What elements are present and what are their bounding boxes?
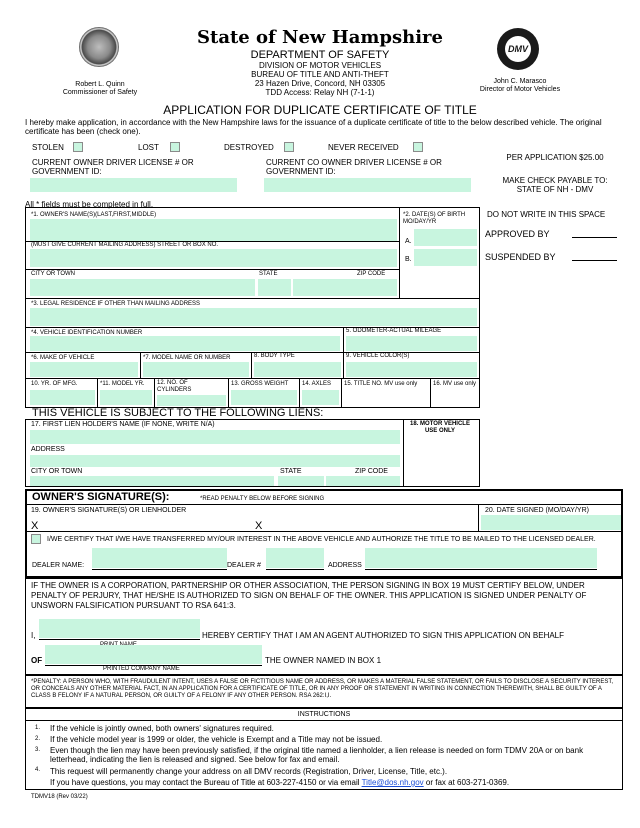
suspended-by-label: SUSPENDED BY	[485, 252, 556, 262]
dob-b-input[interactable]	[414, 249, 477, 266]
vin-input[interactable]	[30, 336, 340, 351]
required-note: All * fields must be completed in full.	[25, 200, 154, 209]
date-signed-input[interactable]	[481, 515, 621, 530]
mailing-label: (MUST GIVE CURRENT MAILING ADDRESS) STREET OR BOX NO.	[31, 242, 219, 248]
dealer-number-input[interactable]	[266, 548, 324, 568]
co-owner-dl-label: CURRENT CO OWNER DRIVER LICENSE # OR GOVERNMENT ID:	[266, 158, 442, 176]
field-6-label: *6. MAKE OF VEHICLE	[31, 355, 95, 361]
state-input[interactable]	[258, 279, 291, 296]
instruction-2-number: 2.	[35, 736, 41, 742]
never-received-checkbox[interactable]	[413, 142, 423, 152]
state-title: State of New Hampshire	[197, 27, 443, 48]
lien-city-input[interactable]	[30, 476, 274, 486]
company-name-input[interactable]	[45, 645, 262, 664]
instruction-3-text: Even though the lien may have been previously satisfied, if the original title named a lienholder, a lien release is needed on form TDMV 20A or on bank letterhead, indicating the lien is released and signed. See below for fax and email.	[50, 746, 584, 764]
dealer-name-label: DEALER NAME:	[32, 562, 85, 569]
gross-weight-input[interactable]	[231, 390, 297, 405]
lien-address-input[interactable]	[30, 455, 400, 467]
field-5-label: 5. ODOMETER-ACTUAL MILEAGE	[346, 328, 442, 334]
instructions-heading: INSTRUCTIONS	[297, 711, 351, 718]
lien-state-input[interactable]	[278, 476, 324, 486]
form-number: TDMV18 (Rev 03/22)	[31, 794, 88, 800]
owner-named-text: THE OWNER NAMED IN BOX 1	[265, 656, 382, 665]
field-1-label: *1. OWNER'S NAME(S)(LAST,FIRST,MIDDLE)	[31, 212, 157, 218]
field-17-label: 17. FIRST LIEN HOLDER'S NAME (IF NONE, WRITE N/A)	[31, 421, 215, 428]
dealer-address-label: ADDRESS	[328, 562, 362, 569]
dob-a-label: A.	[405, 238, 412, 245]
field-12-label: 12. NO. OF CYLINDERS	[157, 380, 192, 393]
dealer-number-label: DEALER #	[227, 562, 261, 569]
dealer-address-input[interactable]	[365, 548, 597, 568]
certify-of-label: OF	[31, 656, 43, 665]
director-title: Director of Motor Vehicles	[479, 86, 561, 93]
stolen-checkbox[interactable]	[73, 142, 83, 152]
payable-text: MAKE CHECK PAYABLE TO: STATE OF NH - DMV	[502, 176, 608, 194]
transfer-text: I/WE CERTIFY THAT I/WE HAVE TRANSFERRED MY/OUR INTEREST IN THE ABOVE VEHICLE AND AUTHORIZE THE TITLE TO BE MAILED TO THE LICENSED DEALER.	[47, 536, 596, 543]
field-7-label: *7. MODEL NAME OR NUMBER	[143, 355, 231, 361]
zip-input[interactable]	[293, 279, 397, 296]
tdd-access: TDD Access: Relay NH (7-1-1)	[265, 88, 375, 97]
field-13-label: 13. GROSS WEIGHT	[231, 381, 289, 387]
field-20-label: 20. DATE SIGNED (MO/DAY/YR)	[485, 507, 589, 514]
dob-a-input[interactable]	[414, 229, 477, 246]
model-input[interactable]	[143, 362, 249, 377]
field-2-label: *2. DATE(S) OF BIRTH MO/DAY/YR	[403, 212, 466, 225]
fee-text: PER APPLICATION $25.00	[506, 153, 604, 162]
field-10-label: 10. YR. OF MFG.	[31, 381, 78, 387]
make-input[interactable]	[30, 362, 138, 377]
intro-text: I hereby make application, in accordance with the New Hampshire laws for the issuance of a duplicate certificate of title to the below described vehicle. The original certificate has been (check one).	[25, 118, 602, 136]
odometer-input[interactable]	[346, 336, 477, 351]
lien-zip-label: ZIP CODE	[355, 468, 388, 475]
signature-x-1: X	[31, 520, 39, 532]
dealer-name-input[interactable]	[92, 548, 227, 568]
state-seal	[79, 27, 119, 67]
option-stolen-label: STOLEN	[32, 143, 64, 152]
co-owner-dl-input[interactable]	[264, 178, 471, 192]
instruction-1-number: 1.	[35, 725, 41, 731]
approved-by-label: APPROVED BY	[485, 229, 550, 239]
signature-heading: OWNER'S SIGNATURE(S):	[32, 491, 170, 503]
office-use-note: DO NOT WRITE IN THIS SPACE	[487, 210, 606, 219]
field-14-label: 14. AXLES	[302, 381, 332, 387]
corporation-text: IF THE OWNER IS A CORPORATION, PARTNERSHIP OR OTHER ASSOCIATION, THE PERSON SIGNING IN BOX 19 MUST CERTIFY BELOW, UNDER PENALTY OF PERJURY, THAT HE/SHE IS AUTHORIZED TO SIGN ON BEHALF OF THE OWNER. THIS APPLICATION IS SIGNED UNDER PENALTY OF UNSWORN FALSIFICATION PURSUANT TO RSA 641:3.	[31, 581, 587, 610]
mailing-address-input[interactable]	[30, 249, 397, 267]
contact-text: If you have questions, you may contact the Bureau of Title at 603-227-4150 or via email Title@dos.nh.gov or fax at 603-271-0369.	[50, 778, 510, 787]
field-19-label: 19. OWNER'S SIGNATURE(S) OR LIENHOLDER	[31, 507, 187, 514]
field-16-label: 16. MV use only	[433, 381, 477, 387]
lien-city-label: CITY OR TOWN	[31, 468, 83, 475]
city-input[interactable]	[30, 279, 255, 296]
owner-dl-label: CURRENT OWNER DRIVER LICENSE # OR GOVERNMENT ID:	[32, 158, 194, 176]
lien-state-label: STATE	[280, 468, 302, 475]
cylinders-input[interactable]	[157, 395, 226, 406]
certify-text: HEREBY CERTIFY THAT I AM AN AGENT AUTHORIZED TO SIGN THIS APPLICATION ON BEHALF	[202, 631, 565, 640]
lost-checkbox[interactable]	[170, 142, 180, 152]
owner-name-input[interactable]	[30, 219, 397, 241]
legal-residence-input[interactable]	[30, 308, 477, 326]
instruction-3-number: 3.	[35, 747, 41, 753]
model-year-input[interactable]	[100, 390, 152, 405]
instruction-2-text: If the vehicle model year is 1999 or older, the vehicle is Exempt and a Title may not be issued.	[50, 735, 383, 744]
city-label: CITY OR TOWN	[31, 271, 76, 277]
destroyed-checkbox[interactable]	[284, 142, 294, 152]
field-15-label: 15. TITLE NO. MV use only	[344, 381, 418, 387]
lien-address-label: ADDRESS	[31, 446, 65, 453]
penalty-text: *PENALTY: A PERSON WHO, WITH FRAUDULENT INTENT, USES A FALSE OR FICTITIOUS NAME OR ADDRESS, OR MAKES A MATERIAL FALSE STATEMENT, OR FAILS TO DISCLOSE A SECURITY INTEREST, OR CONCEALS ANY OTHER MATERIAL FACT, IN AN APPLICATION FOR A CERTIFICATE OF TITLE, OR IN ANY PROOF OR STATEMENT IN WRITING IN CONNECTION THEREWITH, SHALL BE GUILTY OF A CLASS B FELONY IF A NATURAL PERSON, OR GUILTY OF A FELONY IF ANY OTHER PERSON. RSA 262:I,I.	[31, 679, 614, 699]
year-mfg-input[interactable]	[30, 390, 95, 405]
axles-input[interactable]	[302, 390, 339, 405]
lien-zip-input[interactable]	[326, 476, 400, 486]
field-8-label: 8. BODY TYPE	[254, 353, 295, 359]
field-3-label: *3. LEGAL RESIDENCE IF OTHER THAN MAILING ADDRESS	[31, 301, 201, 307]
field-11-label: *11. MODEL YR.	[100, 381, 145, 387]
commissioner-title: Commissioner of Safety	[62, 89, 138, 96]
dmv-logo: DMV	[497, 28, 539, 70]
company-name-label: PRINTED COMPANY NAME	[103, 666, 180, 672]
form-title: APPLICATION FOR DUPLICATE CERTIFICATE OF TITLE	[163, 103, 477, 117]
address: 23 Hazen Drive, Concord, NH 03305	[254, 79, 386, 88]
option-never-received-label: NEVER RECEIVED	[328, 143, 399, 152]
field-9-label: 9. VEHICLE COLOR(S)	[346, 353, 410, 359]
option-destroyed-label: DESTROYED	[224, 143, 274, 152]
zip-label: ZIP CODE	[357, 271, 386, 277]
field-18-label: 18. MOTOR VEHICLE USE ONLY	[410, 421, 470, 434]
bureau: BUREAU OF TITLE AND ANTI-THEFT	[251, 70, 389, 79]
option-lost-label: LOST	[138, 143, 159, 152]
lien-holder-input[interactable]	[30, 430, 400, 444]
director-name: John C. Marasco	[493, 78, 547, 85]
department: DEPARTMENT OF SAFETY	[250, 49, 390, 61]
instruction-1-text: If the vehicle is jointly owned, both owners' signatures required.	[50, 724, 274, 733]
owner-dl-input[interactable]	[30, 178, 237, 192]
color-input[interactable]	[346, 362, 477, 377]
instruction-4-number: 4.	[35, 767, 41, 773]
division: DIVISION OF MOTOR VEHICLES	[258, 61, 382, 70]
instruction-4-text: This request will permanently change your address on all DMV records (Registration, Driver, License, Title, etc.).	[50, 767, 448, 776]
signature-note: *READ PENALTY BELOW BEFORE SIGNING	[200, 496, 325, 502]
field-4-label: *4. VEHICLE IDENTIFICATION NUMBER	[31, 330, 143, 336]
dob-b-label: B.	[405, 256, 412, 263]
contact-email-link[interactable]: Title@dos.nh.gov	[361, 778, 424, 787]
agent-name-input[interactable]	[39, 619, 200, 638]
body-type-input[interactable]	[254, 362, 341, 377]
signature-x-2: X	[255, 520, 263, 532]
liens-heading: THIS VEHICLE IS SUBJECT TO THE FOLLOWING LIENS:	[32, 407, 324, 419]
state-label: STATE	[259, 271, 278, 277]
certify-i-label: I,	[31, 631, 36, 640]
commissioner-name: Robert L. Quinn	[75, 81, 125, 88]
